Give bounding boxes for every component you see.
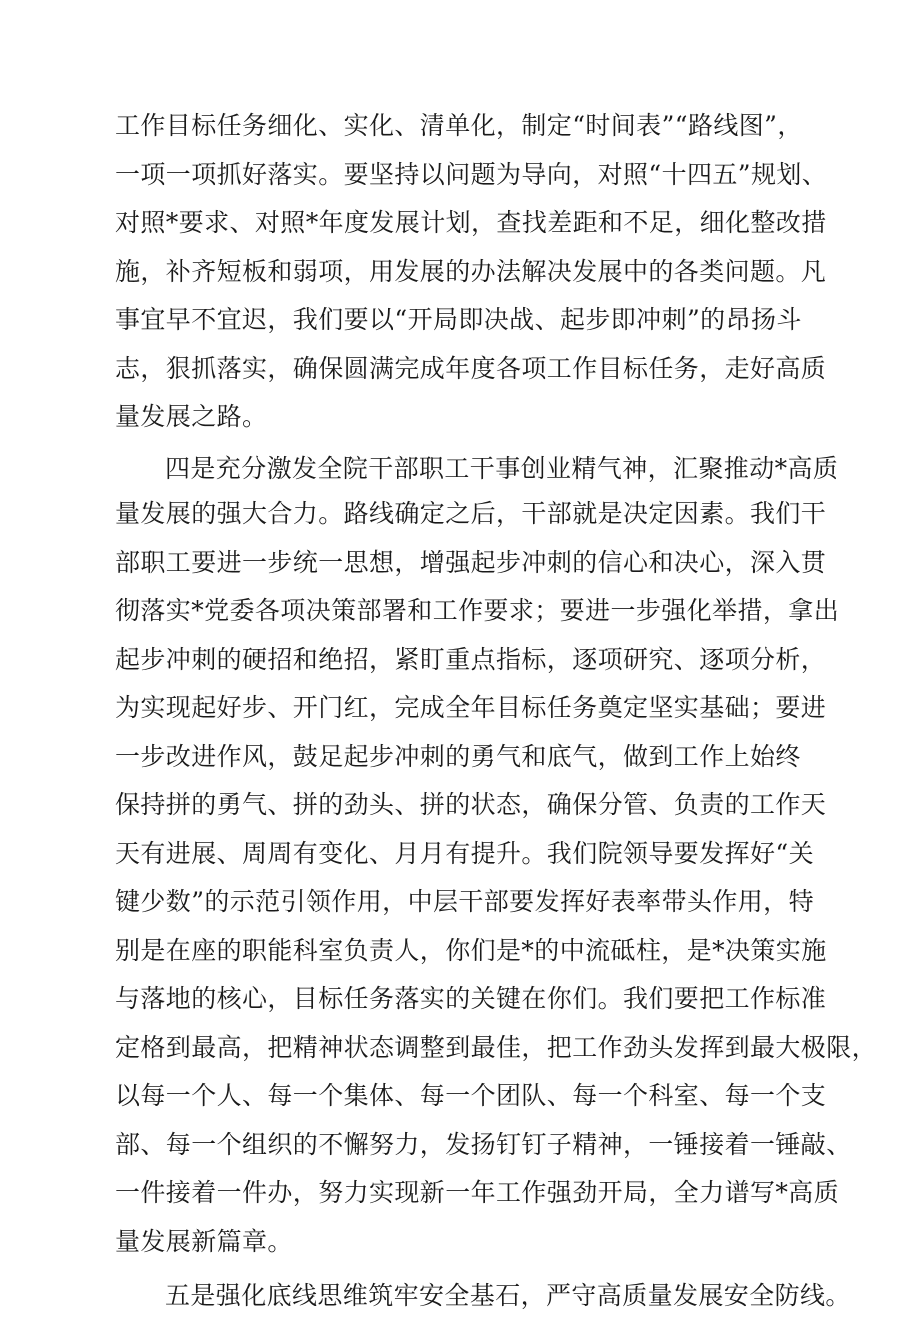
paragraph-2-line-8: 保持拼的勇气、拼的劲头、拼的状态，确保分管、负责的工作天 bbox=[115, 790, 827, 819]
paragraph-2-line-2: 量发展的强大合力。路线确定之后，干部就是决定因素。我们干 bbox=[115, 499, 827, 528]
paragraph-2-line-6: 为实现起好步、开门红，完成全年目标任务奠定坚实基础；要进 bbox=[115, 693, 827, 722]
paragraph-1-line-2: 一项一项抓好落实。要坚持以问题为导向，对照“十四五”规划、 bbox=[115, 159, 828, 189]
paragraph-2-line-13: 定格到最高，把精神状态调整到最佳，把工作劲头发挥到最大极限， bbox=[115, 1032, 878, 1062]
paragraph-1-line-6: 志，狠抓落实，确保圆满完成年度各项工作目标任务，走好高质 bbox=[115, 353, 827, 383]
paragraph-2-line-15: 部、每一个组织的不懈努力，发扬钉钉子精神，一锤接着一锤敲、 bbox=[115, 1129, 852, 1159]
paragraph-2-line-12: 与落地的核心，目标任务落实的关键在你们。我们要把工作标准 bbox=[115, 984, 827, 1013]
paragraph-2-line-17: 量发展新篇章。 bbox=[115, 1226, 293, 1256]
paragraph-1-line-5: 事宜早不宜迟，我们要以“开局即决战、起步即冲刺”的昂扬斗 bbox=[115, 305, 802, 334]
paragraph-2-line-7: 一步改进作风，鼓足起步冲刺的勇气和底气，做到工作上始终 bbox=[115, 741, 801, 771]
paragraph-2-line-4: 彻落实*党委各项决策部署和工作要求；要进一步强化举措，拿出 bbox=[115, 596, 840, 625]
paragraph-1-line-3: 对照*要求、对照*年度发展计划，查找差距和不足，细化整改措 bbox=[115, 208, 827, 237]
paragraph-2-line-10: 键少数”的示范引领作用，中层干部要发挥好表率带头作用，特 bbox=[115, 887, 814, 916]
paragraph-2-line-3: 部职工要进一步统一思想，增强起步冲刺的信心和决心，深入贯 bbox=[115, 547, 827, 577]
paragraph-1-line-4: 施，补齐短板和弱项，用发展的办法解决发展中的各类问题。凡 bbox=[115, 256, 827, 286]
paragraph-2-line-1: 四是充分激发全院干部职工干事创业精气神，汇聚推动*高质 bbox=[165, 453, 839, 483]
paragraph-2-line-5: 起步冲刺的硬招和绝招，紧盯重点指标，逐项研究、逐项分析， bbox=[115, 644, 827, 674]
paragraph-2-line-14: 以每一个人、每一个集体、每一个团队、每一个科室、每一个支 bbox=[115, 1081, 827, 1110]
paragraph-1-line-7: 量发展之路。 bbox=[115, 402, 268, 431]
paragraph-2-line-11: 别是在座的职能科室负责人，你们是*的中流砥柱，是*决策实施 bbox=[115, 935, 827, 965]
paragraph-3-line-1: 五是强化底线思维筑牢安全基石，严守高质量发展安全防线。 bbox=[165, 1281, 851, 1310]
paragraph-2-line-9: 天有进展、周周有变化、月月有提升。我们院领导要发挥好“关 bbox=[115, 838, 814, 868]
paragraph-2-line-16: 一件接着一件办，努力实现新一年工作强劲开局，全力谱写*高质 bbox=[115, 1178, 840, 1207]
paragraph-1-line-1: 工作目标任务细化、实化、清单化，制定“时间表”“路线图”， bbox=[115, 111, 803, 140]
